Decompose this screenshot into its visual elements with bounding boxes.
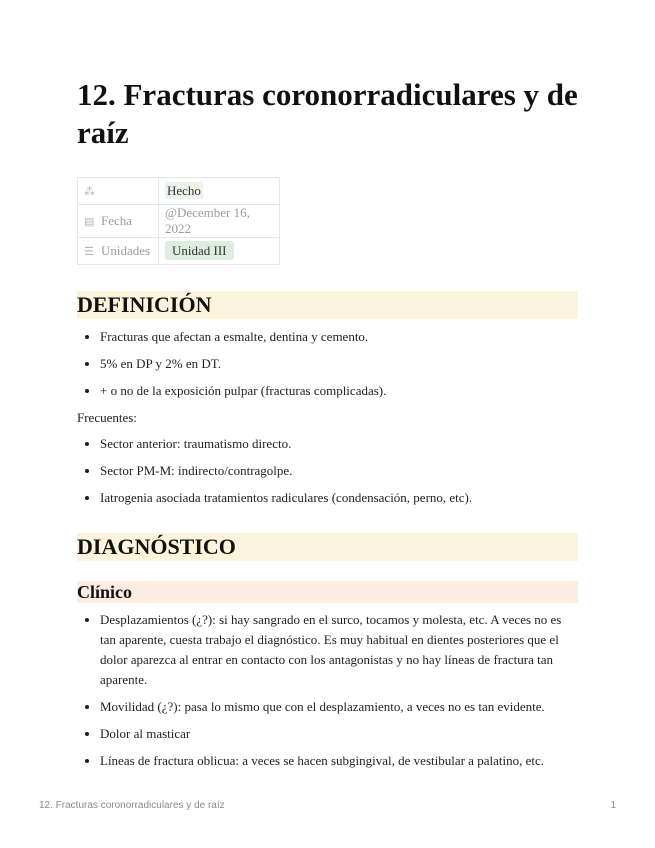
list-item: • Líneas de fractura oblicua: a veces se hacen subgingival, de vestibular a palatino, etc. [100, 751, 578, 771]
list-item: • Movilidad (¿?): pasa lo mismo que con el desplazamiento, a veces no es tan evidente. [100, 697, 578, 717]
footer-page-number: 1 [610, 800, 616, 811]
list-item: • Sector PM-M: indirecto/contragolpe. [100, 461, 578, 481]
date-value: @December 16, 2022 [159, 205, 280, 238]
list-item: • Desplazamientos (¿?): si hay sangrado en el surco, tocamos y molesta, etc. A veces no es tan aparente, cuesta trabajo el diagnóstico. Es muy habitual en dientes posteriores que el dolor aparezca al entrar en contacto con los antagonistas y no hay líneas de fractura tan aparente. [100, 610, 578, 690]
units-property-value [159, 238, 280, 265]
calendar-icon: ▤ [84, 216, 95, 228]
list-item: • 5% en DP y 2% en DT. [100, 354, 578, 374]
footer-title: 12. Fracturas coronorradiculares y de raíz [39, 800, 225, 811]
list-item: • Sector anterior: traumatismo directo. [100, 434, 578, 454]
property-row-status [78, 178, 280, 205]
status-property-key [78, 178, 159, 205]
list-item: • Dolor al masticar [100, 724, 578, 744]
subsection-heading-clinico: Clínico [77, 581, 578, 603]
status-tag: Hecho [167, 183, 201, 198]
list-icon: ☰ [84, 246, 94, 258]
property-row-date [78, 205, 280, 238]
section-heading-diagnostico: DIAGNÓSTICO [77, 533, 578, 561]
units-label: Unidades [101, 243, 151, 258]
properties-table [77, 177, 280, 265]
list-item: • Fracturas que afectan a esmalte, dentina y cemento. [100, 327, 578, 347]
date-label: Fecha [101, 213, 133, 228]
page-title: 12. Fracturas coronorradiculares y de raíz [77, 77, 578, 150]
loader-icon: ⁂ [84, 186, 95, 198]
clinico-list [77, 610, 578, 771]
definicion-list [77, 327, 578, 401]
status-property-value [159, 178, 280, 205]
list-item: • Iatrogenia asociada tratamientos radiculares (condensación, perno, etc). [100, 488, 578, 508]
date-property-key [78, 205, 159, 238]
units-property-key [78, 238, 159, 265]
list-item: • + o no de la exposición pulpar (fracturas complicadas). [100, 381, 578, 401]
unit-tag: Unidad III [165, 241, 234, 260]
section-heading-definicion: DEFINICIÓN [77, 291, 578, 319]
property-row-units [78, 238, 280, 265]
frecuentes-list [77, 434, 578, 508]
frecuentes-label: Frecuentes: [77, 410, 137, 425]
